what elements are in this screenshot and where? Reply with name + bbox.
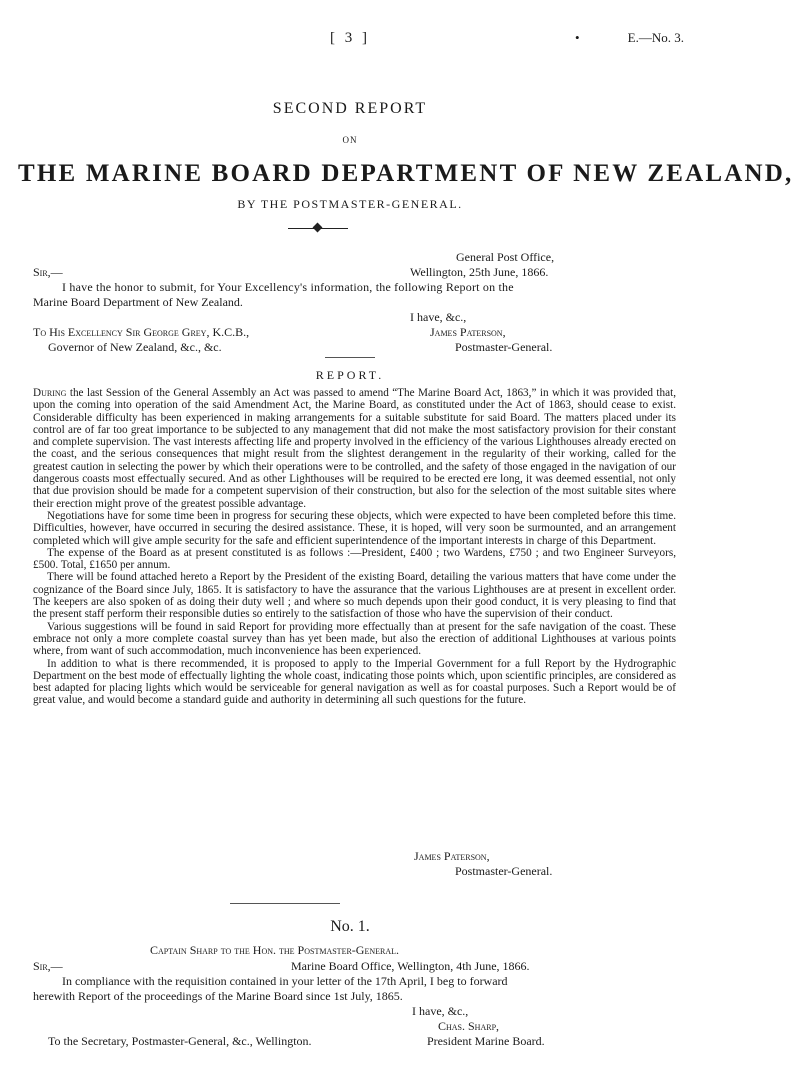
cover-addressee-line-2: Governor of New Zealand, &c., &c. [48,340,222,354]
cover-date: Wellington, 25th June, 1866. [410,265,549,279]
report-paragraph-6: In addition to what is there recommended, it is proposed to apply to the Imperial Government for a full Report by the Hydrographic Department on the best mode of effectually lighting the whole coast, indicating those points which, upon scientific principles, are considered as best adapted for placing lights which would be serviceable for general navigation as well as for coastal purposes. Such a Report would be of great value, and would become a standard guide and authority in determining all such questions for the future. [33,657,676,707]
cover-closing: I have, &c., [410,310,467,324]
margin-dot: • [575,30,580,45]
title-line-2: ON [342,135,358,145]
title-line-1: SECOND REPORT [272,100,428,117]
title-line-4: BY THE POSTMASTER-GENERAL. [237,197,463,211]
report-paragraph-1-text: the last Session of the General Assembly an Act was passed to amend “The Marine Board Act, 1863,” in which it was provided that, upon the coming into operation of the said Amendment Act, the Marine Board, as constituted under the Act of 1863, should cease to exist. Considerable difficulty has been experienced in making arrangements for a suitable substitute for said Board. The matters placed under its control are of far too great importance to be subjected to any management that did not make the most satisfactory provision for their constant and complete supervision. The vast interests affecting life and property involved in the efficiency of the various Lighthouses already erected on the coast, and the serious consequences that might result from the slightest derangement in the regularity of their working, called for the greatest caution in selecting the power by which their operations were to be controlled, and the safety of those engaged in the navigation of our dangerous coasts most effectually secured. And as other Lighthouses will be required to be erected ere long, it was deemed essential, not only that due provision should be made for a competent supervision of their construction, but also for the selection of the most suitable sites where their erection might prove of the greatest possible advantage. [33,387,677,510]
no1-body-line-1: In compliance with the requisition contained in your letter of the 17th April, I beg to forward [62,974,508,988]
report-paragraph-2: Negotiations have for some time been in progress for securing these objects, which were expected to have been completed before this time. Difficulties, however, have occurred in securing the desired assistance. These, it is hoped, will very soon be surmounted, and an arrangement completed which will give ample security for the safe and efficient superintendence of the important interests in charge of this Department. [33,509,676,547]
report-signature: James Paterson, [414,849,490,863]
report-signature-title: Postmaster-General. [455,864,553,878]
title-line-3: THE MARINE BOARD DEPARTMENT OF NEW ZEALAND, [18,160,794,187]
cover-addressee-line-1: To His Excellency Sir George Grey, K.C.B., [33,325,250,339]
report-paragraph-1 [33,387,676,510]
section-divider [325,357,375,358]
no1-salutation: Sir,— [33,959,63,973]
ornament-diamond-icon [313,223,323,233]
no1-closing: I have, &c., [412,1004,469,1018]
report-paragraph-4: There will be found attached hereto a Report by the President of the existing Board, detailing the various matters that have come under the cognizance of the Board since July, 1865. It is satisfactory to have the assurance that the various Lighthouses are at present in excellent order. The keepers are also spoken of as doing their duty well ; and where so much depends upon their good conduct, it is very pleasing to find that the present staff perform their responsible duties so entirely to the satisfaction of those who have the supervision of their conduct. [33,571,676,621]
no1-signature-title: President Marine Board. [427,1034,545,1048]
report-heading: REPORT. [315,368,385,382]
page-number: [ 3 ] [330,30,370,46]
cover-body-line-1: I have the honor to submit, for Your Excellency's information, the following Report on the [62,280,514,294]
cover-signature-title: Postmaster-General. [455,340,553,354]
report-body [33,387,676,707]
cover-salutation: Sir,— [33,265,63,279]
no1-body-line-2: herewith Report of the proceedings of the Marine Board since 1st July, 1865. [33,989,403,1003]
section-divider-2 [230,903,340,904]
no1-heading: No. 1. [330,918,370,935]
no1-signature: Chas. Sharp, [438,1019,500,1033]
document-reference: E.—No. 3. [627,30,684,45]
cover-body-line-2: Marine Board Department of New Zealand. [33,295,243,309]
report-lead-word: During [33,387,67,399]
cover-place: General Post Office, [456,250,555,264]
report-paragraph-3: The expense of the Board as at present constituted is as follows :—President, £400 ; two Wardens, £750 ; and two Engineer Surveyors, £500. Total, £1650 per annum. [33,546,676,572]
no1-place-date: Marine Board Office, Wellington, 4th June, 1866. [291,959,530,973]
report-paragraph-5: Various suggestions will be found in said Report for providing more effectually than at present for the safe navigation of the coast. These embrace not only a more complete coastal survey than has yet been made, but also the erection of additional Lighthouses at various points where, from want of such accommodation, much inconvenience has been experienced. [33,620,676,658]
no1-addressee: To the Secretary, Postmaster-General, &c., Wellington. [48,1034,312,1048]
no1-subheading: Captain Sharp to the Hon. the Postmaster-General. [150,943,399,957]
cover-signature: James Paterson, [430,325,506,339]
